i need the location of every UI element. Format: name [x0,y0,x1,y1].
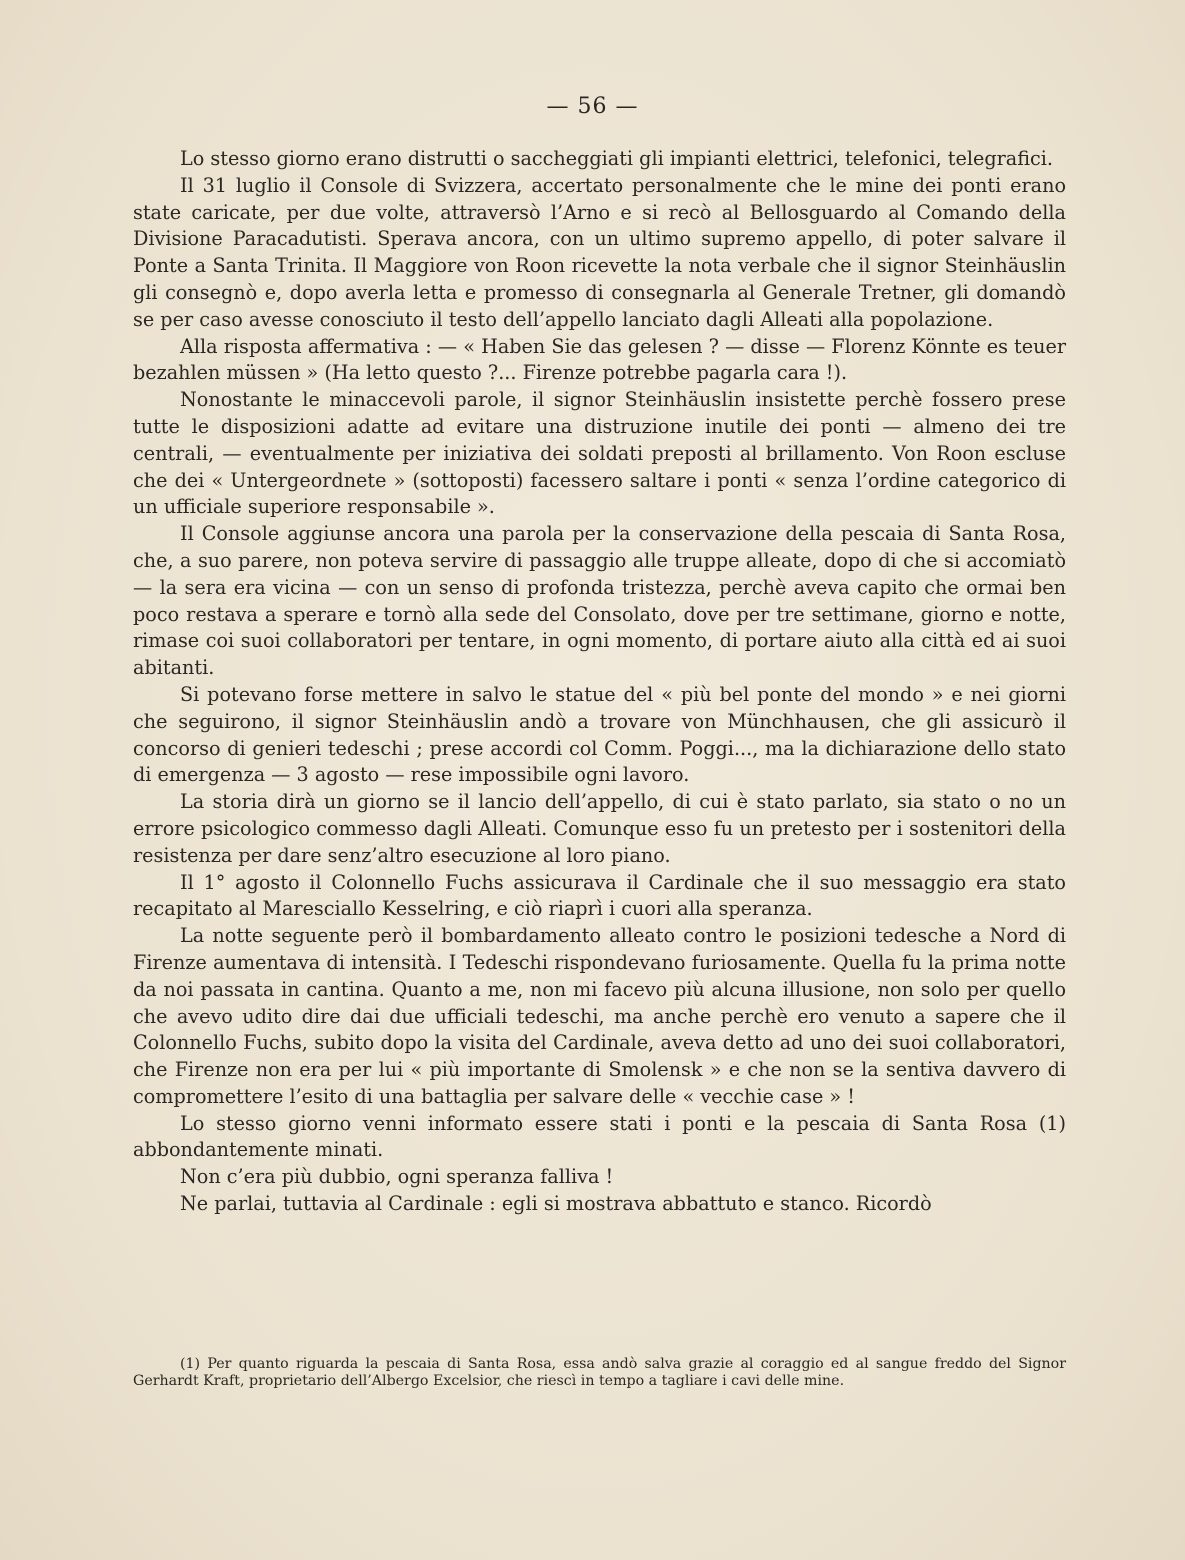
paragraph: Lo stesso giorno venni informato essere stati i ponti e la pescaia di Santa Rosa (1) abbondantemente minati. [133,1111,1066,1162]
paragraph: Nonostante le minaccevoli parole, il signor Steinhäuslin insistette perchè fossero prese tutte le disposizioni adatte ad evitare una distruzione inutile dei ponti — almeno dei tre centrali, — eventualmente per iniziativa dei soldati preposti al brillamento. Von Roon escluse che dei « Untergeordnete » (sottoposti) facessero saltare i ponti « senza l’ordine categorico di un ufficiale superiore responsabile ». [133,388,1066,519]
footnote [133,1356,1066,1390]
paragraph: Lo stesso giorno erano distrutti o saccheggiati gli impianti elettrici, telefonici, telegrafici. [180,147,1053,170]
paragraph: Non c’era più dubbio, ogni speranza falliva ! [180,1165,614,1189]
paragraph: Il Console aggiunse ancora una parola per la conservazione della pescaia di Santa Rosa, che, a suo parere, non poteva servire di passaggio alle truppe alleate, dopo di che si accomiatò — la sera era vicina — con un senso di profonda tristezza, perchè aveva capito che ormai ben poco restava a sperare e tornò alla sede del Consolato, dove per tre settimane, giorno e notte, rimase coi suoi collaboratori per tentare, in ogni momento, di portare aiuto alla città ed ai suoi abitanti. [133,522,1066,680]
paragraph: Si potevano forse mettere in salvo le statue del « più bel ponte del mondo » e nei giorni che seguirono, il signor Steinhäuslin andò a trovare von Münchhausen, che gli assicurò il concorso di genieri tedeschi ; prese accordi col Comm. Poggi..., ma la dichiarazione dello stato di emergenza — 3 agosto — rese impossibile ogni lavoro. [133,682,1066,787]
paragraph: La notte seguente però il bombardamento alleato contro le posizioni tedesche a Nord di Firenze aumentava di intensità. I Tedeschi rispondevano furiosamente. Quella fu la prima notte da noi passata in cantina. Quanto a me, non mi facevo più alcuna illusione, non solo per quello che avevo udito dire dai due ufficiali tedeschi, ma anche perchè ero venuto a sapere che il Colonnello Fuchs, subito dopo la visita del Cardinale, aveva detto ad uno dei suoi collaboratori, che Firenze non era per lui « più importante di Smolensk » e che non se la sentiva davvero di compromettere l’esito di una battaglia per salvare delle « vecchie case » ! [133,924,1066,1108]
paragraph: Il 1° agosto il Colonnello Fuchs assicurava il Cardinale che il suo messaggio era stato recapitato al Maresciallo Kesselring, e ciò riaprì i cuori alla speranza. [133,870,1066,921]
paragraph: La storia dirà un giorno se il lancio dell’appello, di cui è stato parlato, sia stato o no un errore psicologico commesso dagli Alleati. Comunque esso fu un pretesto per i sostenitori della resistenza per dare senz’altro esecuzione al loro piano. [133,790,1066,867]
paragraph: Il 31 luglio il Console di Svizzera, accertato personalmente che le mine dei ponti erano state caricate, per due volte, attraversò l’Arno e si recò al Bellosguardo al Comando della Divisione Paracadutisti. Sperava ancora, con un ultimo supremo appello, di poter salvare il Ponte a Santa Trinita. Il Maggiore von Roon ricevette la nota verbale che il signor Steinhäuslin gli consegnò e, dopo averla letta e promesso di consegnarla al Generale Tretner, gli domandò se per caso avesse conosciuto il testo dell’appello lanciato dagli Alleati alla popolazione. [133,173,1066,331]
footnote-text: (1) Per quanto riguarda la pescaia di Santa Rosa, essa andò salva grazie al coraggio ed al sangue freddo del Signor Gerhardt Kraft, proprietario dell’Albergo Excelsior, che riescì in tempo a tagliare i cavi delle mine. [133,1356,1066,1389]
body-text [133,146,1066,1218]
paragraph: Ne parlai, tuttavia al Cardinale : egli si mostrava abbattuto e stanco. Ricordò [180,1192,932,1216]
paragraph: Alla risposta affermativa : — « Haben Sie das gelesen ? — disse — Florenz Könnte es teuer bezahlen müssen » (Ha letto questo ?... Firenze potrebbe pagarla cara !). [133,334,1066,385]
page-number: — 56 — [546,94,639,119]
